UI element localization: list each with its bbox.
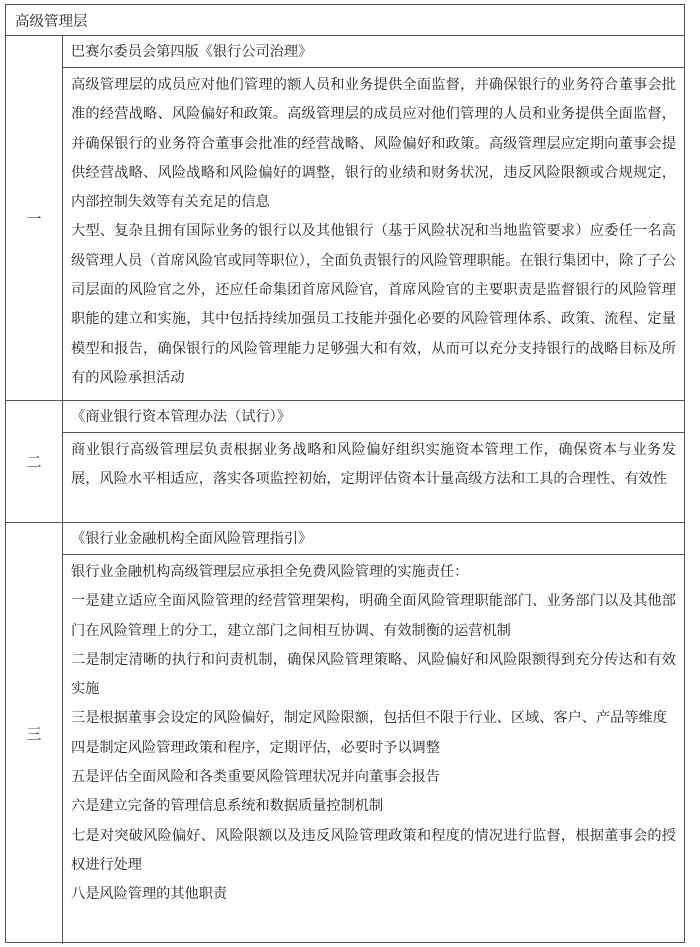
source-title: 《商业银行资本管理办法（试行）》 xyxy=(63,401,684,433)
section-body xyxy=(63,523,684,944)
paragraph: 五是评估全面风险和各类重要风险管理状况并向董事会报告 xyxy=(71,769,440,786)
table-title: 高级管理层 xyxy=(6,5,684,36)
source-title: 《银行业金融机构全面风险管理指引》 xyxy=(63,523,684,555)
source-title: 巴赛尔委员会第四版《银行公司治理》 xyxy=(63,36,684,68)
section-content xyxy=(63,433,684,499)
paragraph: 银行业金融机构高级管理层应承担全免费风险管理的实施责任： xyxy=(71,564,469,580)
section-content xyxy=(63,68,684,397)
section-number: 二 xyxy=(6,401,63,522)
paragraph: 七是对突破风险偏好、风险限额以及违反风险管理政策和程度的情况进行监督，根据董事会的授权进行处理 xyxy=(71,827,676,873)
governance-table xyxy=(5,4,685,943)
paragraph: 高级管理层的成员应对他们管理的额人员和业务提供全面监督，并确保银行的业务符合董事会批准的经营战略、风险偏好和政策。高级管理层的成员应对他们管理的人员和业务提供全面监督，并确保银行的业务符合董事会批准的经营战略、风险偏好和政策。高级管理层应定期向董事会提供经营战略、风险战略和风险偏好的调整，银行的业绩和财务状况，违反风险限额或合规规定，内部控制失效等有关充足的信息 xyxy=(71,77,676,211)
paragraph: 八是风险管理的其他职责 xyxy=(71,886,228,903)
paragraph: 一是建立适应全面风险管理的经营管理架构，明确全面风险管理职能部门、业务部门以及其他部门在风险管理上的分工，建立部门之间相互协调、有效制衡的运营机制 xyxy=(71,593,676,639)
section-2 xyxy=(6,401,684,523)
section-content xyxy=(63,555,684,914)
paragraph: 四是制定风险管理政策和程序，定期评估，必要时予以调整 xyxy=(71,739,440,756)
section-number: 三 xyxy=(6,523,63,944)
paragraph: 商业银行高级管理层负责根据业务战略和风险偏好组织实施资本管理工作，确保资本与业务发展，风险水平相适应，落实各项监控初始，定期评估资本计量高级方法和工具的合理性、有效性 xyxy=(71,442,676,488)
section-3 xyxy=(6,523,684,944)
section-1 xyxy=(6,36,684,401)
paragraph: 六是建立完备的管理信息系统和数据质量控制机制 xyxy=(71,798,384,815)
section-body xyxy=(63,36,684,400)
paragraph: 二是制定清晰的执行和问责机制，确保风险管理策略、风险偏好和风险限额得到充分传达和有效实施 xyxy=(71,651,676,698)
section-body xyxy=(63,401,684,522)
paragraph: 三是根据董事会设定的风险偏好，制定风险限额，包括但不限于行业、区域、客户、产品等维度 xyxy=(71,710,667,727)
section-number: 一 xyxy=(6,36,63,400)
paragraph: 大型、复杂且拥有国际业务的银行以及其他银行（基于风险状况和当地监管要求）应委任一名高级管理人员（首席风险官或同等职位），全面负责银行的风险管理职能。在银行集团中，除了子公司层面的风险官之外，还应任命集团首席风险官，首席风险官的主要职责是监督银行的风险管理职能的建立和实施，其中包括持续加强员工技能并强化必要的风险管理体系、政策、流程、定量模型和报告，确保银行的风险管理能力足够强大和有效，从而可以充分支持银行的战略目标及所有的风险承担活动 xyxy=(71,223,676,386)
